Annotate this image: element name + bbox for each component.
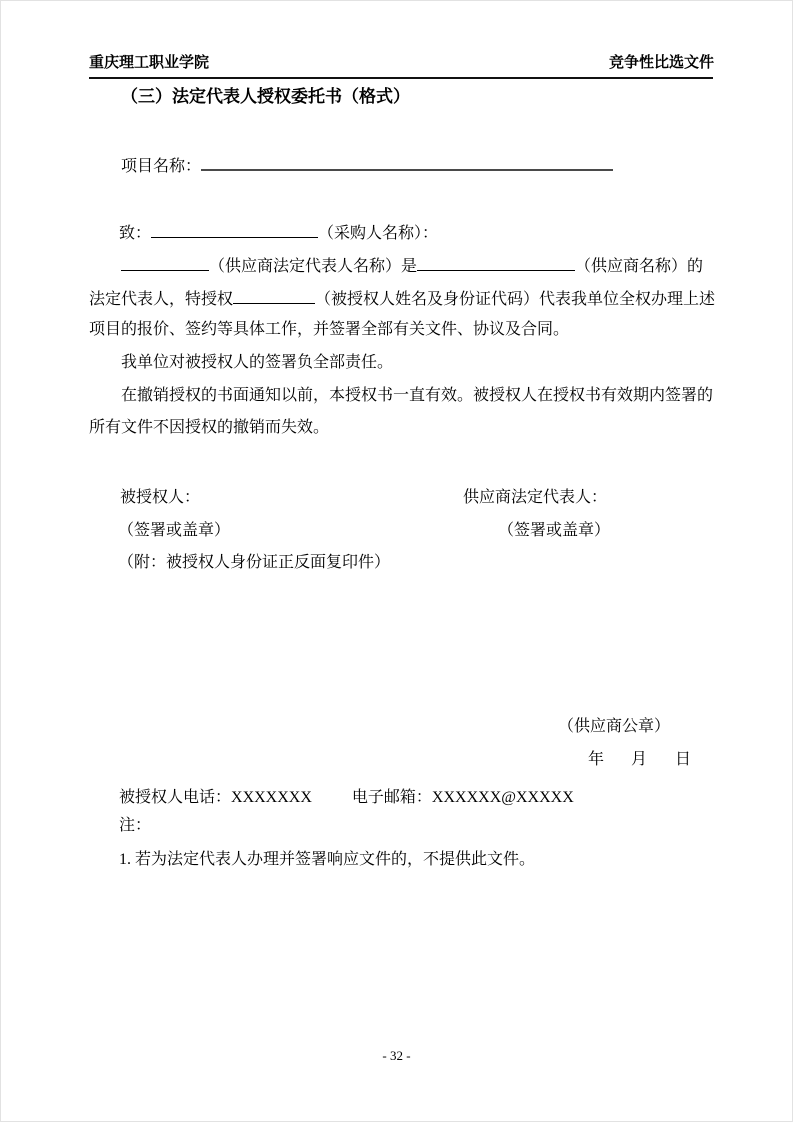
authorization-text-1b: （供应商名称）的 [575, 258, 704, 275]
responsibility-paragraph: 我单位对被授权人的签署负全部责任。 [121, 354, 394, 371]
header-rule [89, 77, 713, 79]
to-line [119, 222, 438, 244]
to-suffix: （采购人名称）： [318, 225, 439, 242]
id-copy-attachment-note: （附：被授权人身份证正反面复印件） [118, 554, 391, 571]
to-label: 致： [119, 225, 152, 242]
supplier-name-blank [417, 255, 575, 271]
authorized-person-sign-note: （签署或盖章） [118, 522, 231, 539]
header-left-org-name: 重庆理工职业学院 [89, 54, 210, 71]
purchaser-name-blank [151, 222, 318, 238]
email-value: XXXXXX@XXXXX [431, 789, 574, 806]
authorization-line-2 [89, 288, 715, 310]
date-year-label: 年 [588, 751, 605, 768]
date-day-label: 日 [675, 751, 692, 768]
validity-paragraph-line-1: 在撤销授权的书面通知以前，本授权书一直有效。被授权人在授权书有效期内签署的 [121, 387, 714, 404]
section-title: （三）法定代表人授权委托书（格式） [121, 87, 410, 106]
page-number: - 32 - [382, 1048, 411, 1063]
notes-label: 注： [119, 817, 152, 834]
validity-paragraph-line-2: 所有文件不因授权的撤销而失效。 [89, 419, 330, 436]
phone-label: 被授权人电话： [119, 789, 232, 806]
legal-rep-sign-note: （签署或盖章） [498, 522, 611, 539]
date-month-label: 月 [631, 751, 648, 768]
project-name-label: 项目名称： [121, 158, 202, 175]
legal-rep-name-blank [121, 255, 209, 271]
authorized-person-name-blank [233, 288, 315, 304]
header-right-doc-type: 竞争性比选文件 [608, 54, 714, 71]
project-name-blank [201, 154, 613, 171]
contact-line [119, 788, 574, 808]
company-seal-note: （供应商公章） [558, 718, 671, 735]
email-label: 电子邮箱： [351, 789, 432, 806]
authorization-text-2a: 法定代表人，特授权 [89, 291, 234, 308]
note-item-1: 1. 若为法定代表人办理并签署响应文件的，不提供此文件。 [119, 851, 536, 868]
authorization-line-1 [121, 255, 703, 277]
authorization-line-3: 项目的报价、签约等具体工作，并签署全部有关文件、协议及合同。 [89, 321, 570, 338]
authorization-text-1a: （供应商法定代表人名称）是 [209, 258, 418, 275]
date-line [588, 750, 691, 770]
authorization-text-2b: （被授权人姓名及身份证代码）代表我单位全权办理上述 [315, 291, 716, 308]
authorized-person-label: 被授权人： [120, 489, 201, 506]
project-name-line [121, 154, 613, 177]
phone-value: XXXXXXX [231, 789, 312, 806]
legal-rep-label: 供应商法定代表人： [463, 489, 608, 506]
